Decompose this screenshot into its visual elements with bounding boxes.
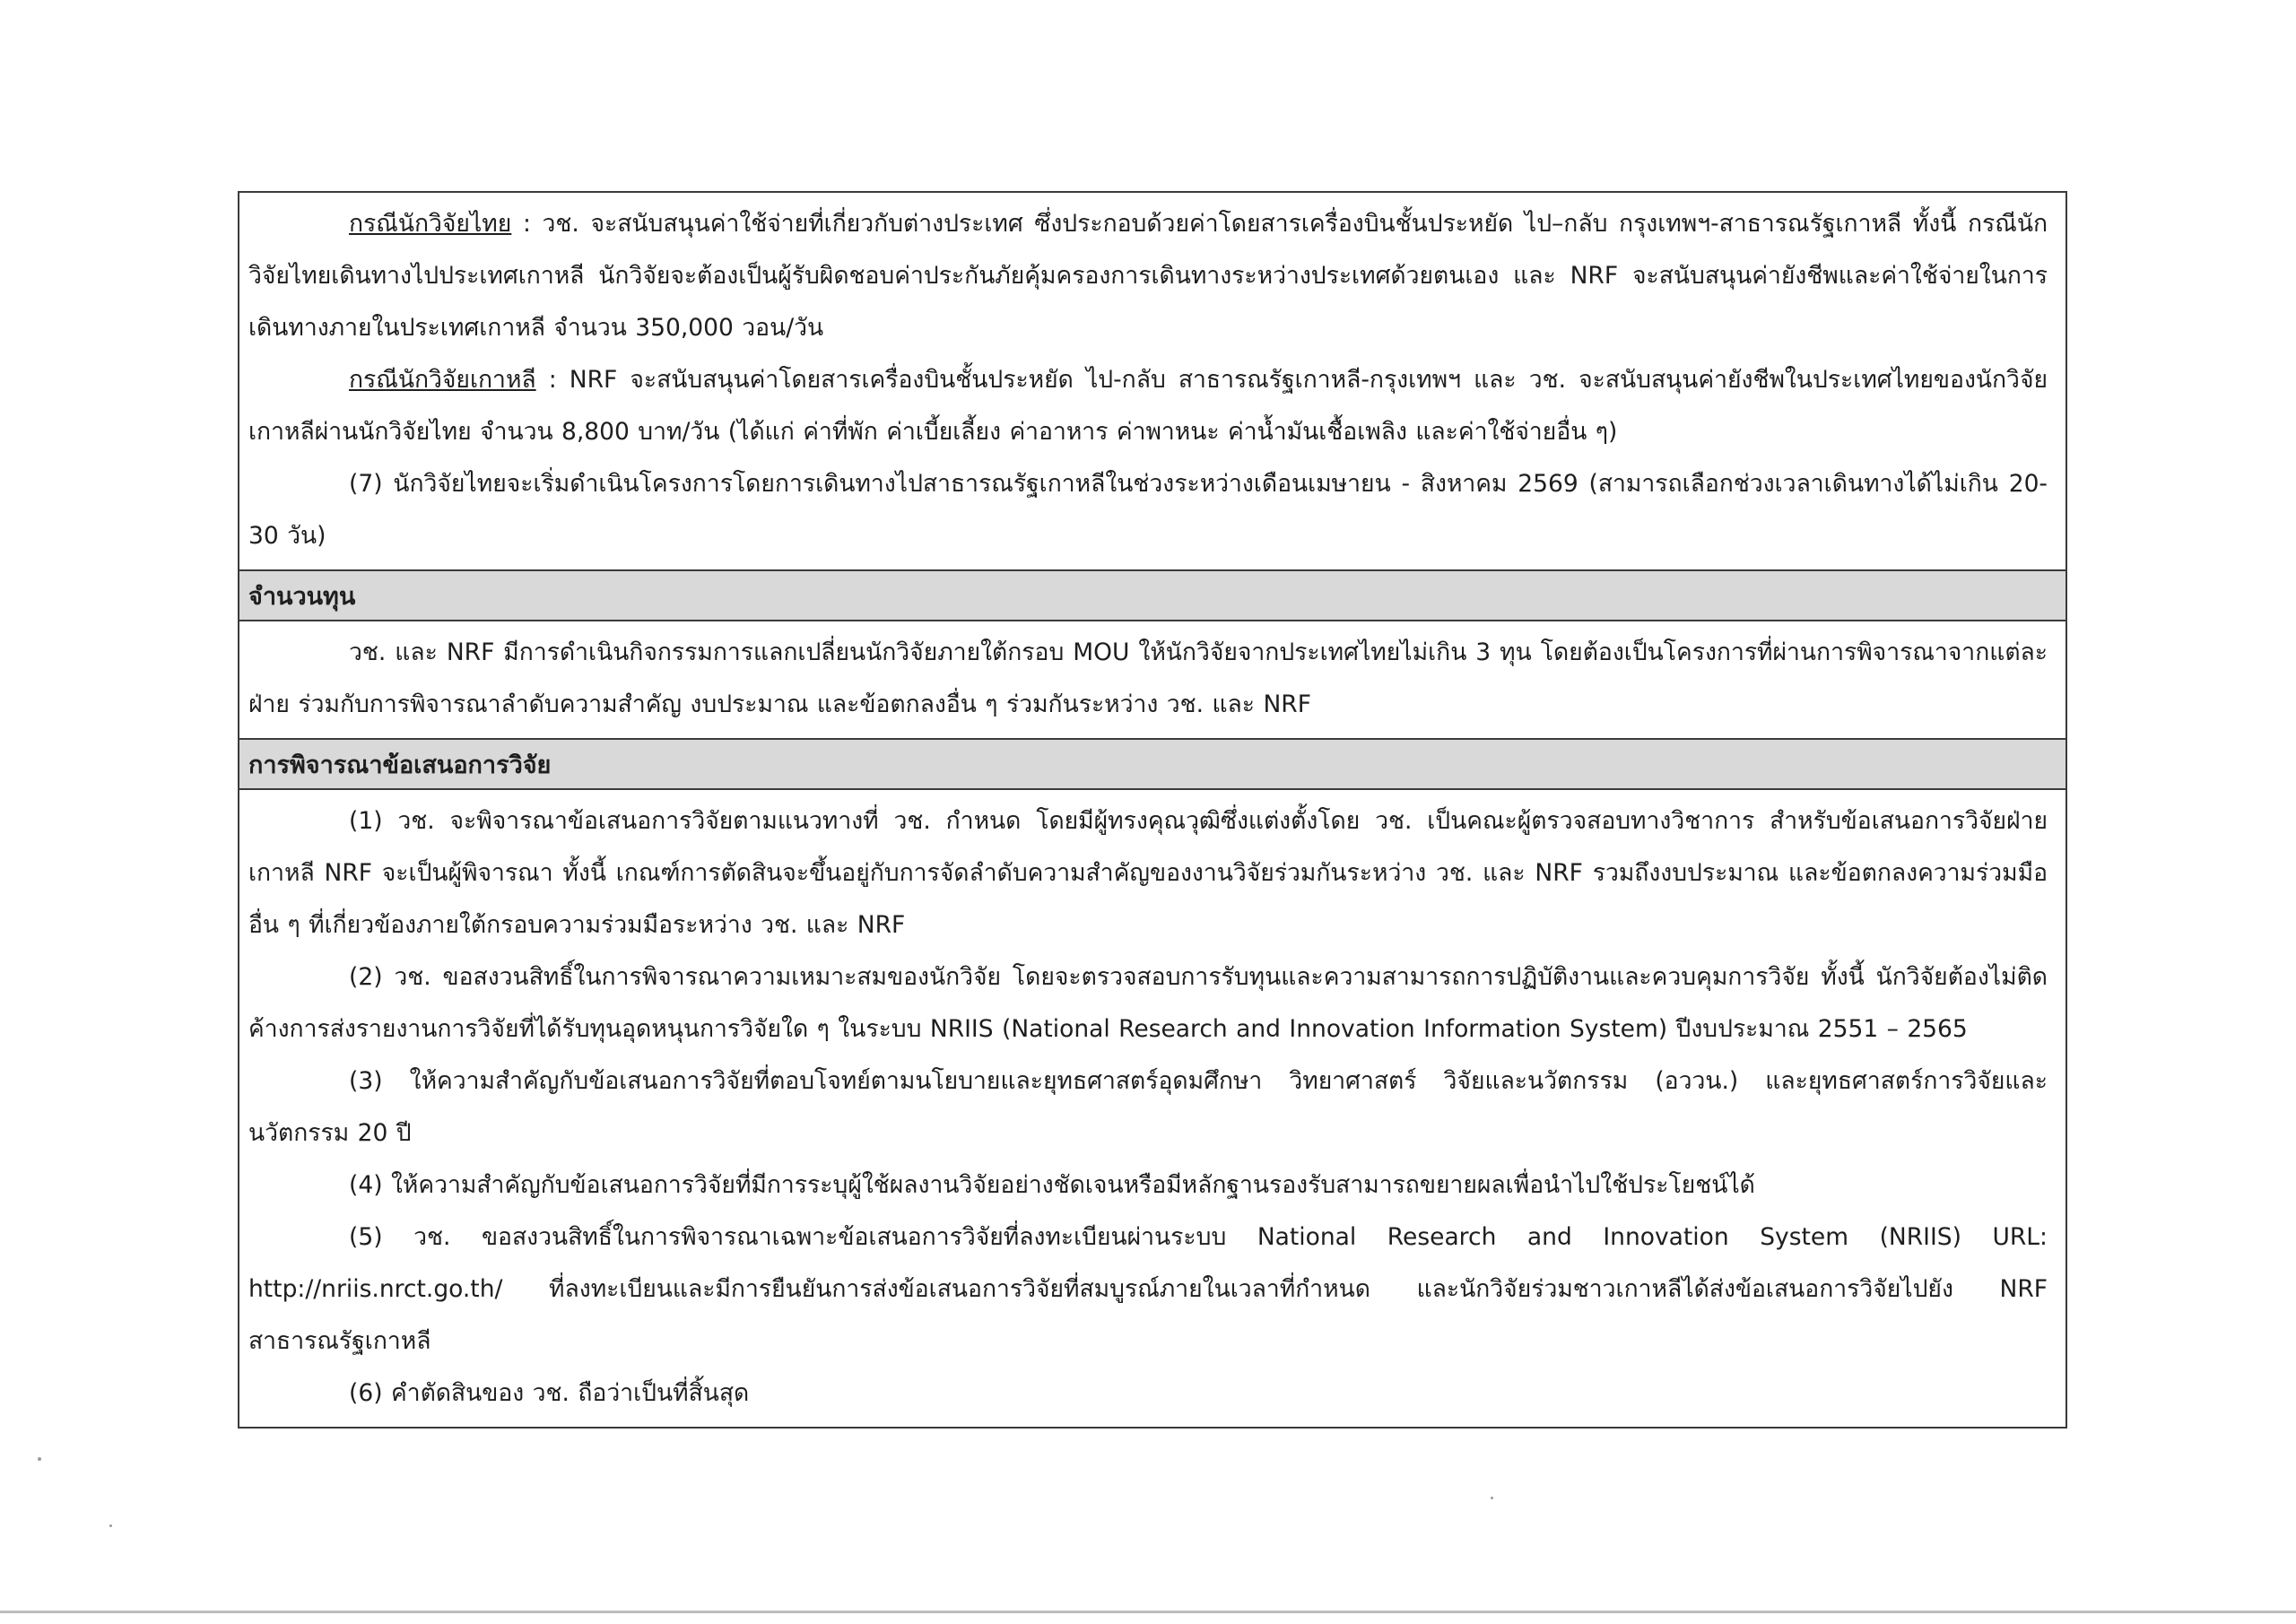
item-7-paragraph: (7) นักวิจัยไทยจะเริ่มดำเนินโครงการโดยการเดินทางไปสาธารณรัฐเกาหลีในช่วงระหว่างเดือนเมษายน - สิงหาคม 2569 (สามารถเลือกช่วงเวลาเดินทางได้ไม่เกิน 20-30 วัน) xyxy=(248,470,2048,550)
thai-researcher-label: กรณีนักวิจัยไทย xyxy=(349,210,512,238)
thai-researcher-text: : วช. จะสนับสนุนค่าใช้จ่ายที่เกี่ยวกับต่างประเทศ ซึ่งประกอบด้วยค่าโดยสารเครื่องบินชั้นประหยัด ไป–กลับ กรุงเทพฯ-สาธารณรัฐเกาหลี ทั้งนี้ กรณีนักวิจัยไทยเดินทางไปประเทศเกาหลี นักวิจัยจะต้องเป็นผู้รับผิดชอบค่าประกันภัยคุ้มครองการเดินทางระหว่างประเทศด้วยตนเอง และ NRF จะสนับสนุนค่ายังชีพและค่าใช้จ่ายในการเดินทางภายในประเทศเกาหลี จำนวน 350,000 วอน/วัน xyxy=(248,210,2048,342)
scan-speck xyxy=(1491,1497,1493,1499)
review-section xyxy=(239,790,2066,1427)
review-item-6: (6) คำตัดสินของ วช. ถือว่าเป็นที่สิ้นสุด xyxy=(349,1379,750,1407)
review-item-2: (2) วช. ขอสงวนสิทธิ์ในการพิจารณาความเหมาะสมของนักวิจัย โดยจะตรวจสอบการรับทุนและความสามารถการปฏิบัติงานและควบคุมการวิจัย ทั้งนี้ นักวิจัยต้องไม่ติดค้างการส่งรายงานการวิจัยที่ได้รับทุนอุดหนุนการวิจัยใด ๆ ในระบบ NRIIS (National Research and Innovation Information System) ปีงบประมาณ 2551 – 2565 xyxy=(248,963,2048,1043)
grants-header xyxy=(239,571,2066,621)
budget-support-section xyxy=(239,193,2066,571)
review-item-1: (1) วช. จะพิจารณาข้อเสนอการวิจัยตามแนวทางที่ วช. กำหนด โดยมีผู้ทรงคุณวุฒิซึ่งแต่งตั้งโดย วช. เป็นคณะผู้ตรวจสอบทางวิชาการ สำหรับข้อเสนอการวิจัยฝ่ายเกาหลี NRF จะเป็นผู้พิจารณา ทั้งนี้ เกณฑ์การตัดสินจะขึ้นอยู่กับการจัดลำดับความสำคัญของงานวิจัยร่วมกันระหว่าง วช. และ NRF รวมถึงงบประมาณ และข้อตกลงความร่วมมืออื่น ๆ ที่เกี่ยวข้องภายใต้กรอบความร่วมมือระหว่าง วช. และ NRF xyxy=(248,807,2048,939)
grants-paragraph: วช. และ NRF มีการดำเนินกิจกรรมการแลกเปลี่ยนนักวิจัยภายใต้กรอบ MOU ให้นักวิจัยจากประเทศไทยไม่เกิน 3 ทุน โดยต้องเป็นโครงการที่ผ่านการพิจารณาจากแต่ละฝ่าย ร่วมกับการพิจารณาลำดับความสำคัญ งบประมาณ และข้อตกลงอื่น ๆ ร่วมกันระหว่าง วช. และ NRF xyxy=(248,638,2048,718)
thai-researcher-paragraph xyxy=(248,198,2048,354)
review-item-3: (3) ให้ความสำคัญกับข้อเสนอการวิจัยที่ตอบโจทย์ตามนโยบายและยุทธศาสตร์อุดมศึกษา วิทยาศาสตร์ วิจัยและนวัตกรรม (อววน.) และยุทธศาสตร์การวิจัยและนวัตกรรม 20 ปี xyxy=(248,1067,2048,1147)
korean-researcher-label: กรณีนักวิจัยเกาหลี xyxy=(349,366,536,394)
review-item-4: (4) ให้ความสำคัญกับข้อเสนอการวิจัยที่มีการระบุผู้ใช้ผลงานวิจัยอย่างชัดเจนหรือมีหลักฐานรองรับสามารถขยายผลเพื่อนำไปใช้ประโยชน์ได้ xyxy=(349,1171,1755,1199)
review-item-5: (5) วช. ขอสงวนสิทธิ์ในการพิจารณาเฉพาะข้อเสนอการวิจัยที่ลงทะเบียนผ่านระบบ National Research and Innovation System (NRIIS) URL: http://nriis.nrct.go.th/ ที่ลงทะเบียนและมีการยืนยันการส่งข้อเสนอการวิจัยที่สมบูรณ์ภายในเวลาที่กำหนด และนักวิจัยร่วมชาวเกาหลีได้ส่งข้อเสนอการวิจัยไปยัง NRF สาธารณรัฐเกาหลี xyxy=(248,1223,2048,1355)
scan-speck xyxy=(38,1457,41,1461)
review-header xyxy=(239,740,2066,790)
scan-speck xyxy=(109,1524,112,1527)
grants-title: จำนวนทุน xyxy=(248,582,356,611)
korean-researcher-text: : NRF จะสนับสนุนค่าโดยสารเครื่องบินชั้นประหยัด ไป-กลับ สาธารณรัฐเกาหลี-กรุงเทพฯ และ วช. จะสนับสนุนค่ายังชีพในประเทศไทยของนักวิจัยเกาหลีผ่านนักวิจัยไทย จำนวน 8,800 บาท/วัน (ได้แก่ ค่าที่พัก ค่าเบี้ยเลี้ยง ค่าอาหาร ค่าพาหนะ ค่าน้ำมันเชื้อเพลิง และค่าใช้จ่ายอื่น ๆ) xyxy=(248,366,2048,446)
scan-edge-line xyxy=(0,1611,2296,1613)
review-title: การพิจารณาข้อเสนอการวิจัย xyxy=(248,751,552,779)
grants-section xyxy=(239,621,2066,740)
document-table xyxy=(238,191,2067,1429)
korean-researcher-paragraph xyxy=(248,354,2048,458)
